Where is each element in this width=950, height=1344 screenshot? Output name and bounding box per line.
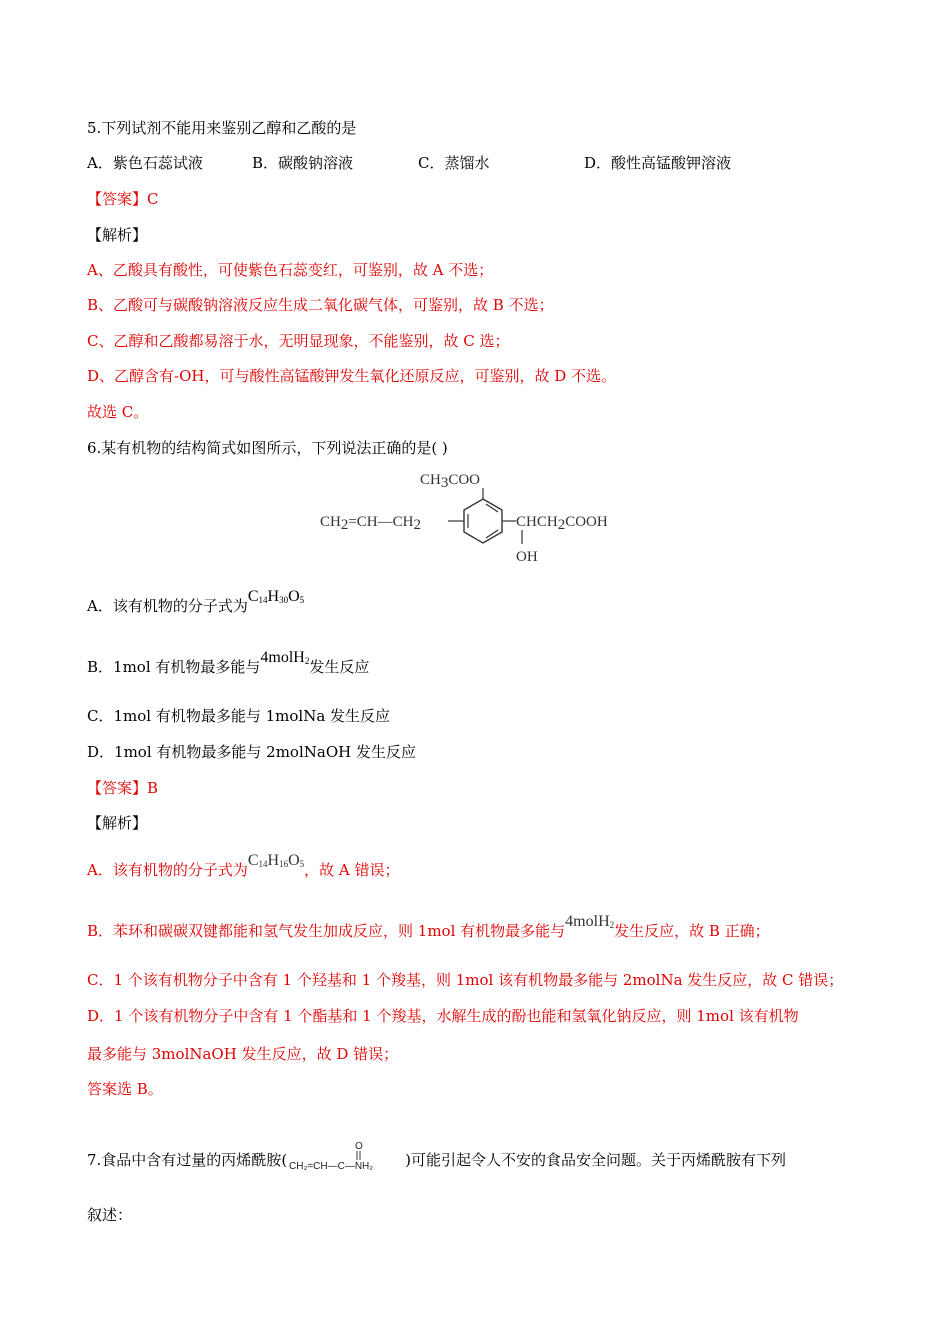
q6-analysis-b-formula: 4molH$_2$: [565, 913, 615, 930]
q6-option-b-formula: 4molH$_2$: [260, 649, 310, 666]
q6-stem: 6.某有机物的结构简式如图所示，下列说法正确的是( ): [87, 439, 448, 457]
q5-option-b: B．碳酸钠溶液: [252, 154, 354, 172]
struct-left-chain: CH2=CH—CH2: [320, 514, 421, 533]
q6-analysis-d1: D．1 个该有机物分子中含有 1 个酯基和 1 个羧基，水解生成的酚也能和氢氧化钠反应，则 1mol 该有机物: [87, 1007, 799, 1025]
q5-conclusion: 故选 C。: [87, 403, 149, 421]
q6-option-d: D．1mol 有机物最多能与 2molNaOH 发生反应: [87, 743, 416, 761]
q5-option-a: A．紫色石蕊试液: [87, 154, 203, 172]
q5-analysis-b: B、乙酸可与碳酸钠溶液反应生成二氧化碳气体，可鉴别，故 B 不选；: [87, 296, 554, 314]
q6-option-a: A．该有机物的分子式为$C_{14}H_{30}O_5$: [87, 588, 305, 615]
q6-analysis-b: B．苯环和碳碳双键都能和氢气发生加成反应，则 1mol 有机物最多能与4molH$_2$发生反应，故 B 正确；: [87, 913, 770, 940]
q6-analysis-label: 【解析】: [87, 814, 148, 832]
q6-option-c: C．1mol 有机物最多能与 1molNa 发生反应: [87, 707, 391, 725]
q6-answer: 【答案】B: [87, 779, 159, 797]
q5-answer: 【答案】C: [87, 190, 159, 208]
q6-conclusion: 答案选 B。: [87, 1080, 163, 1098]
q6-option-a-formula: $C_{14}H_{30}O_5$: [247, 588, 305, 605]
structural-formula: [320, 464, 630, 572]
q5-option-c: C．蒸馏水: [418, 154, 490, 172]
q7-stem-continued: 叙述：: [87, 1206, 133, 1224]
acrylamide-structure: [287, 1139, 405, 1173]
q5-analysis-d: D、乙醇含有-OH，可与酸性高锰酸钾发生氧化还原反应，可鉴别，故 D 不选。: [87, 367, 617, 385]
q6-analysis-a-formula: $C_{14}H_{16}O_5$: [247, 852, 305, 869]
q5-analysis-a: A、乙酸具有酸性，可使紫色石蕊变红，可鉴别，故 A 不选；: [87, 261, 494, 279]
struct-right-chain: CHCH2COOH: [516, 514, 608, 533]
q5-analysis-c: C、乙醇和乙酸都易溶于水，无明显现象，不能鉴别，故 C 选；: [87, 332, 510, 350]
q6-option-b: B．1mol 有机物最多能与4molH$_2$发生反应: [87, 649, 370, 676]
q6-analysis-a: A．该有机物的分子式为$C_{14}H_{16}O_5$，故 A 错误；: [87, 852, 400, 879]
q6-analysis-d2: 最多能与 3molNaOH 发生反应，故 D 错误；: [87, 1045, 399, 1063]
q5-analysis-label: 【解析】: [87, 226, 148, 244]
q6-analysis-c: C．1 个该有机物分子中含有 1 个羟基和 1 个羧基，则 1mol 该有机物最多能与 2molNa 发生反应，故 C 错误；: [87, 971, 844, 989]
acrylamide-chain: CH₂=CH—C—NH₂: [289, 1161, 374, 1172]
q5-stem: 5.下列试剂不能用来鉴别乙醇和乙酸的是: [87, 119, 357, 137]
struct-bottom-group: OH: [516, 549, 538, 565]
struct-top-group: CH3COO: [420, 472, 481, 491]
acrylamide-oxygen: O: [355, 1141, 363, 1152]
q5-option-d: D．酸性高锰酸钾溶液: [584, 154, 732, 172]
q7-stem: 7.食品中含有过量的丙烯酰胺( O CH₂=CH—C—NH₂ )可能引起令人不安的食品安全问题。关于丙烯酰胺有下列: [87, 1141, 787, 1172]
